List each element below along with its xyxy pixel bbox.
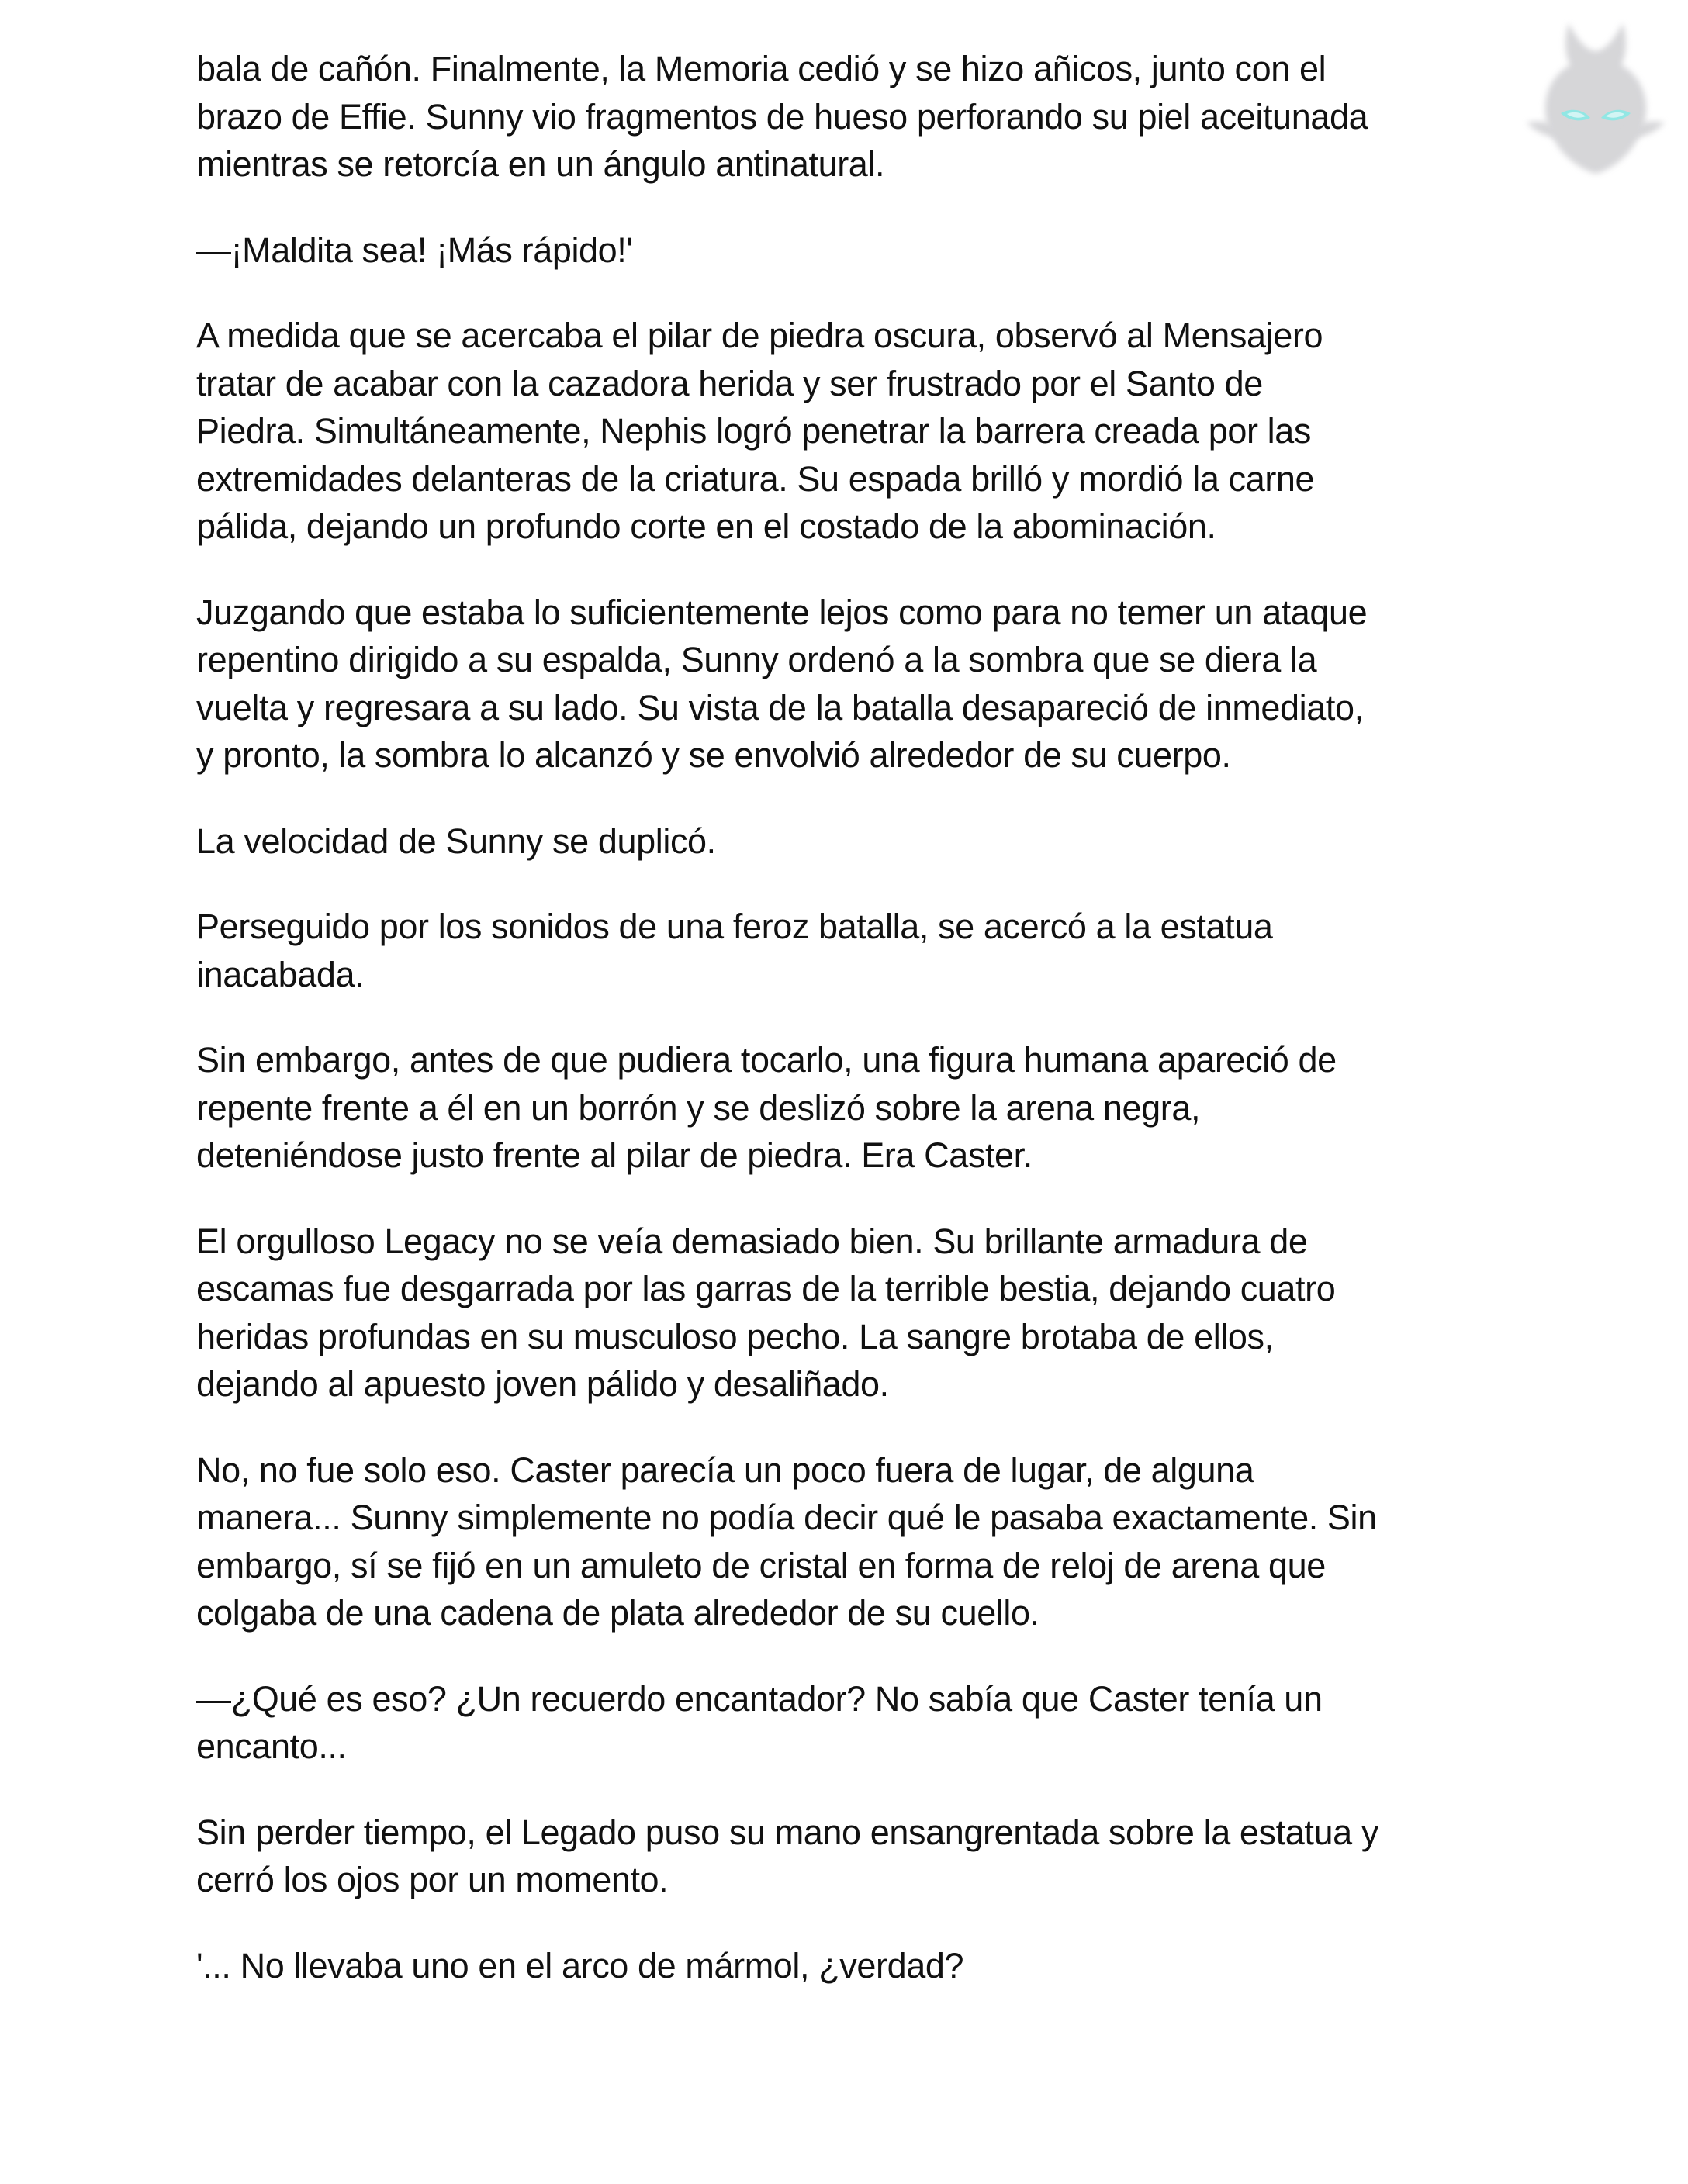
paragraph: A medida que se acercaba el pilar de piedra oscura, observó al Mensajero tratar de acabar con la cazadora herida y ser frustrado por el Santo de Piedra. Simultáneamente, Nephis logró penetrar la barrera creada por las extremidades delanteras de la criatura. Su espada brilló y mordió la carne pálida, dejando un profundo corte en el costado de la abominación. (196, 316, 1323, 546)
paragraph: Sin embargo, antes de que pudiera tocarlo, una figura humana apareció de repente frente a él en un borrón y se deslizó sobre la arena negra, deteniéndose justo frente al pilar de piedra. Era Caster. (196, 1040, 1337, 1175)
paragraph: El orgulloso Legacy no se veía demasiado bien. Su brillante armadura de escamas fue desgarrada por las garras de la terrible bestia, dejando cuatro heridas profundas en su musculoso pecho. La sangre brotaba de ellos, dejando al apuesto joven pálido y desaliñado. (196, 1221, 1336, 1404)
paragraph: Sin perder tiempo, el Legado puso su mano ensangrentada sobre la estatua y cerró los ojos por un momento. (196, 1812, 1378, 1899)
paragraph: bala de cañón. Finalmente, la Memoria cedió y se hizo añicos, junto con el brazo de Effie. Sunny vio fragmentos de hueso perforando su piel aceitunada mientras se retorcía en un ángulo antinatural. (196, 49, 1368, 184)
paragraph: '... No llevaba uno en el arco de mármol, ¿verdad? (196, 1945, 964, 1985)
paragraph: Perseguido por los sonidos de una feroz batalla, se acercó a la estatua inacabada. (196, 907, 1273, 994)
paragraph: —¡Maldita sea! ¡Más rápido!' (196, 230, 633, 270)
paragraph: Juzgando que estaba lo suficientemente lejos como para no temer un ataque repentino dirigido a su espalda, Sunny ordenó a la sombra que se diera la vuelta y regresara a su lado. Su vista de la batalla desapareció de inmediato, y pronto, la sombra lo alcanzó y se envolvió alrededor de su cuerpo. (196, 592, 1368, 775)
demon-head-icon (1522, 14, 1669, 185)
document-body (196, 45, 1515, 2027)
paragraph: —¿Qué es eso? ¿Un recuerdo encantador? No sabía que Caster tenía un encanto... (196, 1678, 1323, 1766)
paragraph: La velocidad de Sunny se duplicó. (196, 821, 716, 861)
paragraph: No, no fue solo eso. Caster parecía un poco fuera de lugar, de alguna manera... Sunny simplemente no podía decir qué le pasaba exactamente. Sin embargo, sí se fijó en un amuleto de cristal en forma de reloj de arena que colgaba de una cadena de plata alrededor de su cuello. (196, 1450, 1377, 1633)
